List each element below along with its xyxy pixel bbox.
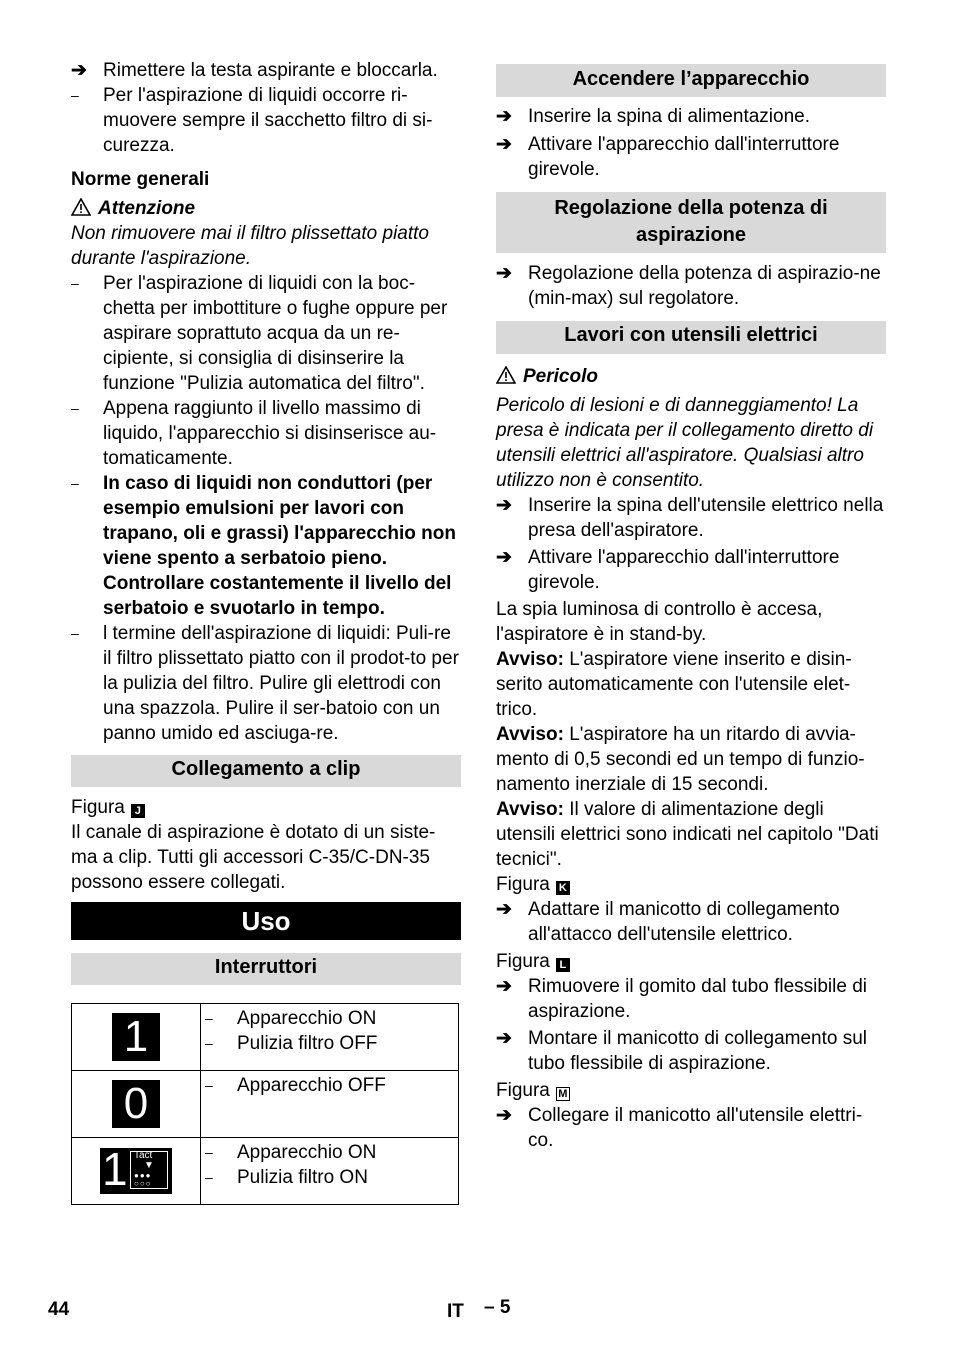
list-item: – Appena raggiunto il livello massimo di liquido, l'apparecchio si disinserisce au-tomaticamente. xyxy=(71,398,437,469)
switch-line: – Pulizia filtro ON xyxy=(205,1167,368,1188)
table-row xyxy=(72,1004,459,1071)
section-heading-accendere: Accendere l’apparecchio xyxy=(496,64,886,97)
section-number: – 5 xyxy=(484,1297,511,1318)
top-list xyxy=(71,58,461,158)
avviso-1: Avviso: L'aspiratore viene inserito e disin-serito automaticamente con l'utensile elet-trico. xyxy=(496,649,852,720)
list-item-warning-bold: – In caso di liquidi non conduttori (per esempio emulsioni per lavori con trapano, oli e grassi) l'apparecchio non viene spento a serbatoio pieno. Controllare costantemente il livello del serbatoio e svuotarlo in tempo. xyxy=(71,473,456,619)
figure-ref-k: Figura K xyxy=(496,872,886,897)
figure-ref-m: Figura M xyxy=(496,1078,886,1103)
danger-text: Pericolo di lesioni e di danneggiamento! La presa è indicata per il collegamento diretto di utensili elettrici all'aspiratore. Qualsiasi altro utilizzo non è consentito. xyxy=(496,395,874,491)
dash-bullet: – xyxy=(205,1144,213,1160)
arrow-down-icon: ▼ xyxy=(144,1160,154,1171)
avviso-3: Avviso: Il valore di alimentazione degli utensili elettrici sono indicati nel capitolo "Dati tecnici". xyxy=(496,799,879,870)
accendere-list xyxy=(496,104,886,182)
arrow-icon: ➔ xyxy=(496,899,512,920)
arrow-icon: ➔ xyxy=(496,106,512,127)
dash-bullet: – xyxy=(205,1169,213,1185)
arrow-icon: ➔ xyxy=(496,134,512,155)
section-heading-clip: Collegamento a clip xyxy=(71,755,461,787)
switch-position-tact-icon: 1 Tact ▼ ●●● ○○○ xyxy=(100,1148,172,1194)
list-item: ➔ Collegare il manicotto all'utensile elettri-co. xyxy=(496,1105,863,1151)
arrow-icon: ➔ xyxy=(496,976,512,997)
switch-line: – Apparecchio OFF xyxy=(205,1075,386,1096)
section-heading-interruttori: Interruttori xyxy=(71,953,461,985)
page-number: 44 xyxy=(48,1299,70,1320)
switch-line: – Apparecchio ON xyxy=(205,1142,377,1163)
list-item: ➔ Regolazione della potenza di aspirazio-ne (min-max) sul regolatore. xyxy=(496,263,881,309)
arrow-icon: ➔ xyxy=(496,263,512,284)
figure-ref-l: Figura L xyxy=(496,949,886,974)
figure-letter-icon: K xyxy=(556,881,570,895)
figure-letter-icon: J xyxy=(131,804,145,818)
regolazione-list xyxy=(496,261,886,311)
norme-generali-heading: Norme generali xyxy=(71,169,210,190)
right-column xyxy=(496,64,886,1153)
chapter-band-uso: Uso xyxy=(71,902,461,940)
lavori-list xyxy=(496,493,886,595)
list-item: ➔ Attivare l'apparecchio dall'interruttore girevole. xyxy=(496,134,840,180)
clip-text: Il canale di aspirazione è dotato di un siste-ma a clip. Tutti gli accessori C-35/C-DN-35 possono essere collegati. xyxy=(71,822,436,893)
language-code: IT xyxy=(447,1301,464,1322)
spia-text: La spia luminosa di controllo è accesa, l'aspiratore è in stand-by. xyxy=(496,599,823,645)
figure-ref-j: Figura J xyxy=(71,795,461,820)
list-item: – Per l'aspirazione di liquidi con la boc-chetta per imbottiture o fughe oppure per aspirare soprattuto acqua da un re-cipiente, si consiglia di disinserire la funzione "Pulizia automatica del filtro". xyxy=(71,273,448,394)
list-item: ➔ Adattare il manicotto di collegamento all'attacco dell'utensile elettrico. xyxy=(496,899,840,945)
section-heading-lavori: Lavori con utensili elettrici xyxy=(496,321,886,354)
attention-notice: Attenzione xyxy=(71,196,461,221)
warning-triangle-icon xyxy=(496,366,516,384)
dash-bullet: – xyxy=(205,1077,213,1093)
norme-list xyxy=(71,271,461,746)
list-item: ➔ Attivare l'apparecchio dall'interruttore girevole. xyxy=(496,547,840,593)
dash-bullet: – xyxy=(205,1010,213,1026)
table-row xyxy=(72,1138,459,1205)
arrow-icon: ➔ xyxy=(496,547,512,568)
dash-bullet: – xyxy=(71,275,79,291)
table-row xyxy=(72,1071,459,1138)
warning-triangle-icon xyxy=(71,198,91,216)
dots-icon: ●●● ○○○ xyxy=(134,1171,152,1188)
avviso-2: Avviso: L'aspiratore ha un ritardo di avvia-mento di 0,5 secondi ed un tempo di funzio-namento inerziale di 15 secondi. xyxy=(496,724,865,795)
dash-bullet: – xyxy=(71,87,79,103)
attention-text: Non rimuovere mai il filtro plissettato piatto durante l'aspirazione. xyxy=(71,223,429,269)
figure-letter-icon: L xyxy=(556,958,570,972)
section-heading-regolazione: Regolazione della potenza di aspirazione xyxy=(496,192,886,253)
dash-bullet: – xyxy=(205,1035,213,1051)
danger-notice: Pericolo xyxy=(496,364,886,389)
switch-line: – Pulizia filtro OFF xyxy=(205,1033,378,1054)
dash-bullet: – xyxy=(71,625,79,641)
left-column xyxy=(71,58,461,1205)
dash-bullet: – xyxy=(71,400,79,416)
figure-letter-icon: M xyxy=(556,1087,570,1101)
list-item: ➔ Montare il manicotto di collegamento sul tubo flessibile di aspirazione. xyxy=(496,1028,868,1074)
list-item: ➔ Inserire la spina dell'utensile elettrico nella presa dell'aspiratore. xyxy=(496,495,884,541)
switch-position-1-icon: 1 xyxy=(112,1013,160,1061)
switch-position-0-icon: 0 xyxy=(112,1080,160,1128)
list-item: ➔ Inserire la spina di alimentazione. xyxy=(496,106,810,127)
list-item: – l termine dell'aspirazione di liquidi: Puli-re il filtro plissettato piatto con il prodot-to per la pulizia del filtro. Pulire gli elettrodi con una spazzola. Pulire il ser-batoio con un panno umido ed asciuga-re. xyxy=(71,623,459,744)
switch-line: – Apparecchio ON xyxy=(205,1008,377,1029)
list-item: – Per l'aspirazione di liquidi occorre ri-muovere sempre il sacchetto filtro di si-curezza. xyxy=(71,85,433,156)
arrow-icon: ➔ xyxy=(496,1105,512,1126)
arrow-icon: ➔ xyxy=(496,1028,512,1049)
switch-table xyxy=(71,1003,459,1205)
list-item: ➔ Rimettere la testa aspirante e bloccarla. xyxy=(71,60,438,81)
list-item: ➔ Rimuovere il gomito dal tubo flessibile di aspirazione. xyxy=(496,976,867,1022)
arrow-icon: ➔ xyxy=(71,60,87,81)
dash-bullet: – xyxy=(71,475,79,491)
arrow-icon: ➔ xyxy=(496,495,512,516)
